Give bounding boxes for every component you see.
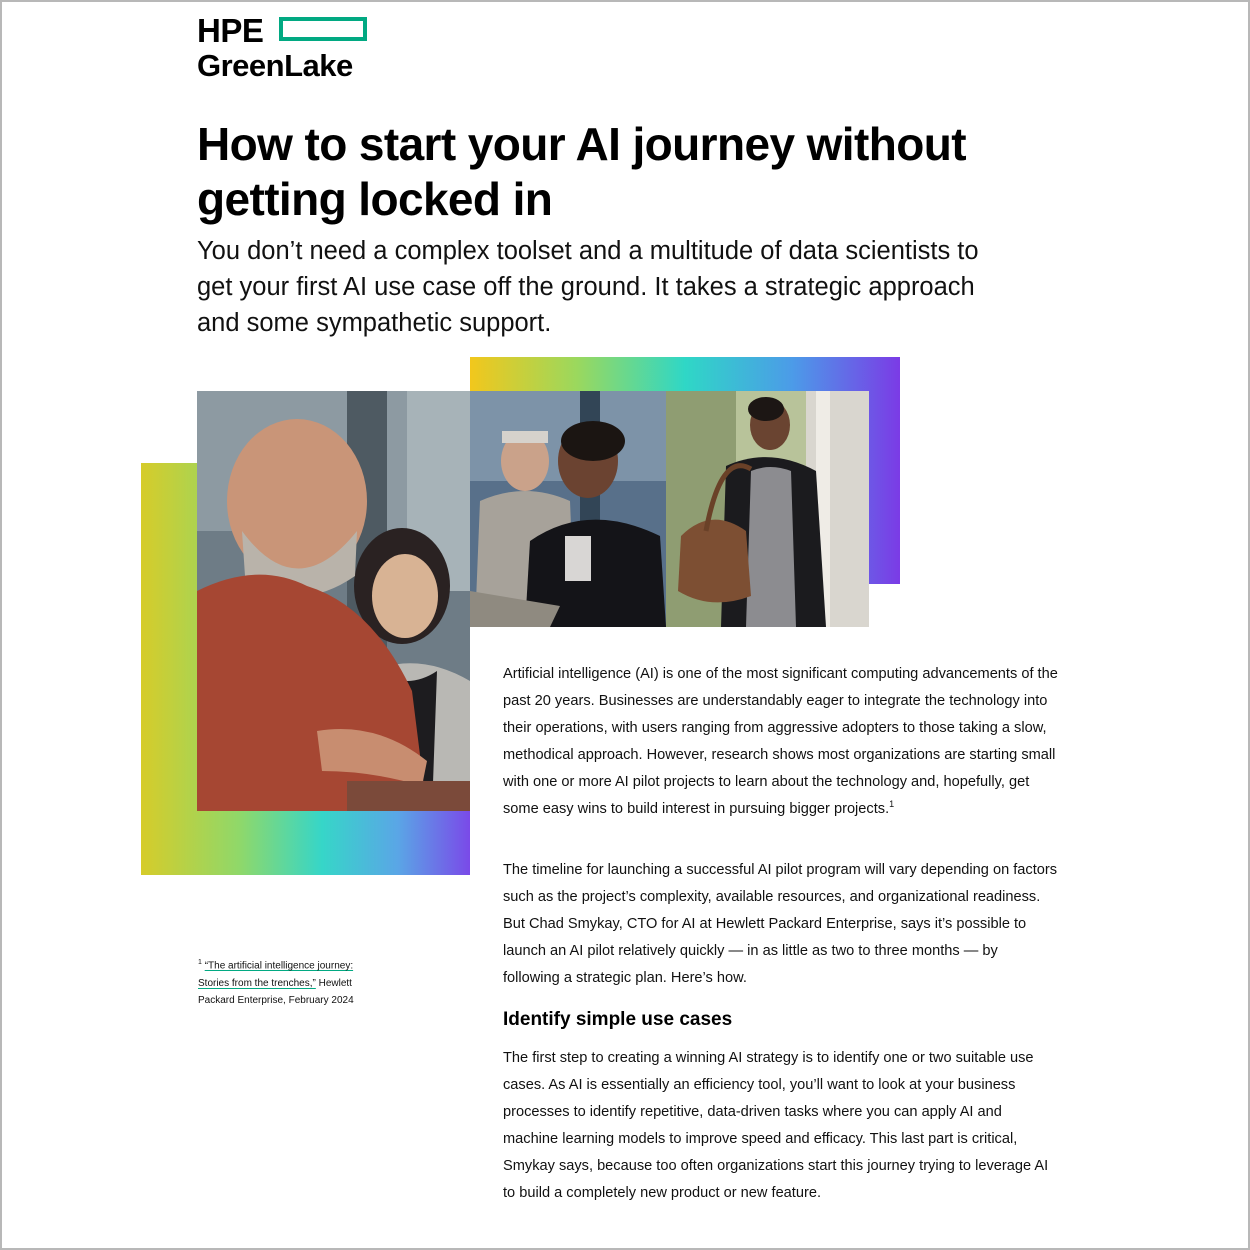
- section-heading: Identify simple use cases: [503, 1009, 733, 1030]
- logo-hpe-text: HPE: [197, 12, 264, 49]
- footnote-reference[interactable]: 1: [889, 799, 895, 810]
- photo-meeting-women: [470, 391, 666, 627]
- photo-woman-walking: [666, 391, 869, 627]
- intro-paragraph-text: Artificial intelligence (AI) is one of the most significant computing advancements of the past 20 years. Businesses are understandably eager to integrate the technology into their operations, with users ranging from aggressive adopters to those taking a slow, methodical approach. However, research shows most organizations are starting small with one or more AI pilot projects to learn about the technology and, hopefully, get some easy wins to build interest in pursuing bigger projects.: [503, 666, 1058, 817]
- page-title: How to start your AI journey without getting locked in: [197, 118, 966, 225]
- use-cases-paragraph: The first step to creating a winning AI strategy is to identify one or two suitable use cases. As AI is essentially an efficiency tool, you’ll want to look at your business processes to identify repetitive, data-driven tasks where you can apply AI and machine learning models to improve speed and efficacy. This last part is critical, Smykay says, because too often organizations start this journey trying to leverage AI to build a completely new product or new feature.: [503, 1050, 1049, 1201]
- intro-paragraph: [503, 661, 1058, 823]
- page-subtitle: You don’t need a complex toolset and a multitude of data scientists to get your first AI use case off the ground. It takes a strategic approach and some sympathetic support.: [197, 237, 979, 337]
- timeline-paragraph: The timeline for launching a successful AI pilot program will vary depending on factors such as the project’s complexity, available resources, and organizational readiness. But Chad Smykay, CTO for AI at Hewlett Packard Enterprise, says it’s possible to launch an AI pilot relatively quickly — in as little as two to three months — by following a strategic plan. Here’s how.: [503, 862, 1058, 986]
- footnote-source-text: Hewlett Packard Enterprise, February 2024: [198, 977, 354, 1007]
- footnote-source-link[interactable]: “The artificial intelligence journey: Stories from the trenches,”: [198, 960, 354, 989]
- photo-meeting-man: [197, 391, 470, 811]
- logo-greenlake-text: GreenLake: [197, 48, 353, 83]
- hpe-element-icon: [279, 17, 367, 41]
- footnote: [198, 954, 368, 1010]
- footnote-number: 1: [198, 959, 202, 966]
